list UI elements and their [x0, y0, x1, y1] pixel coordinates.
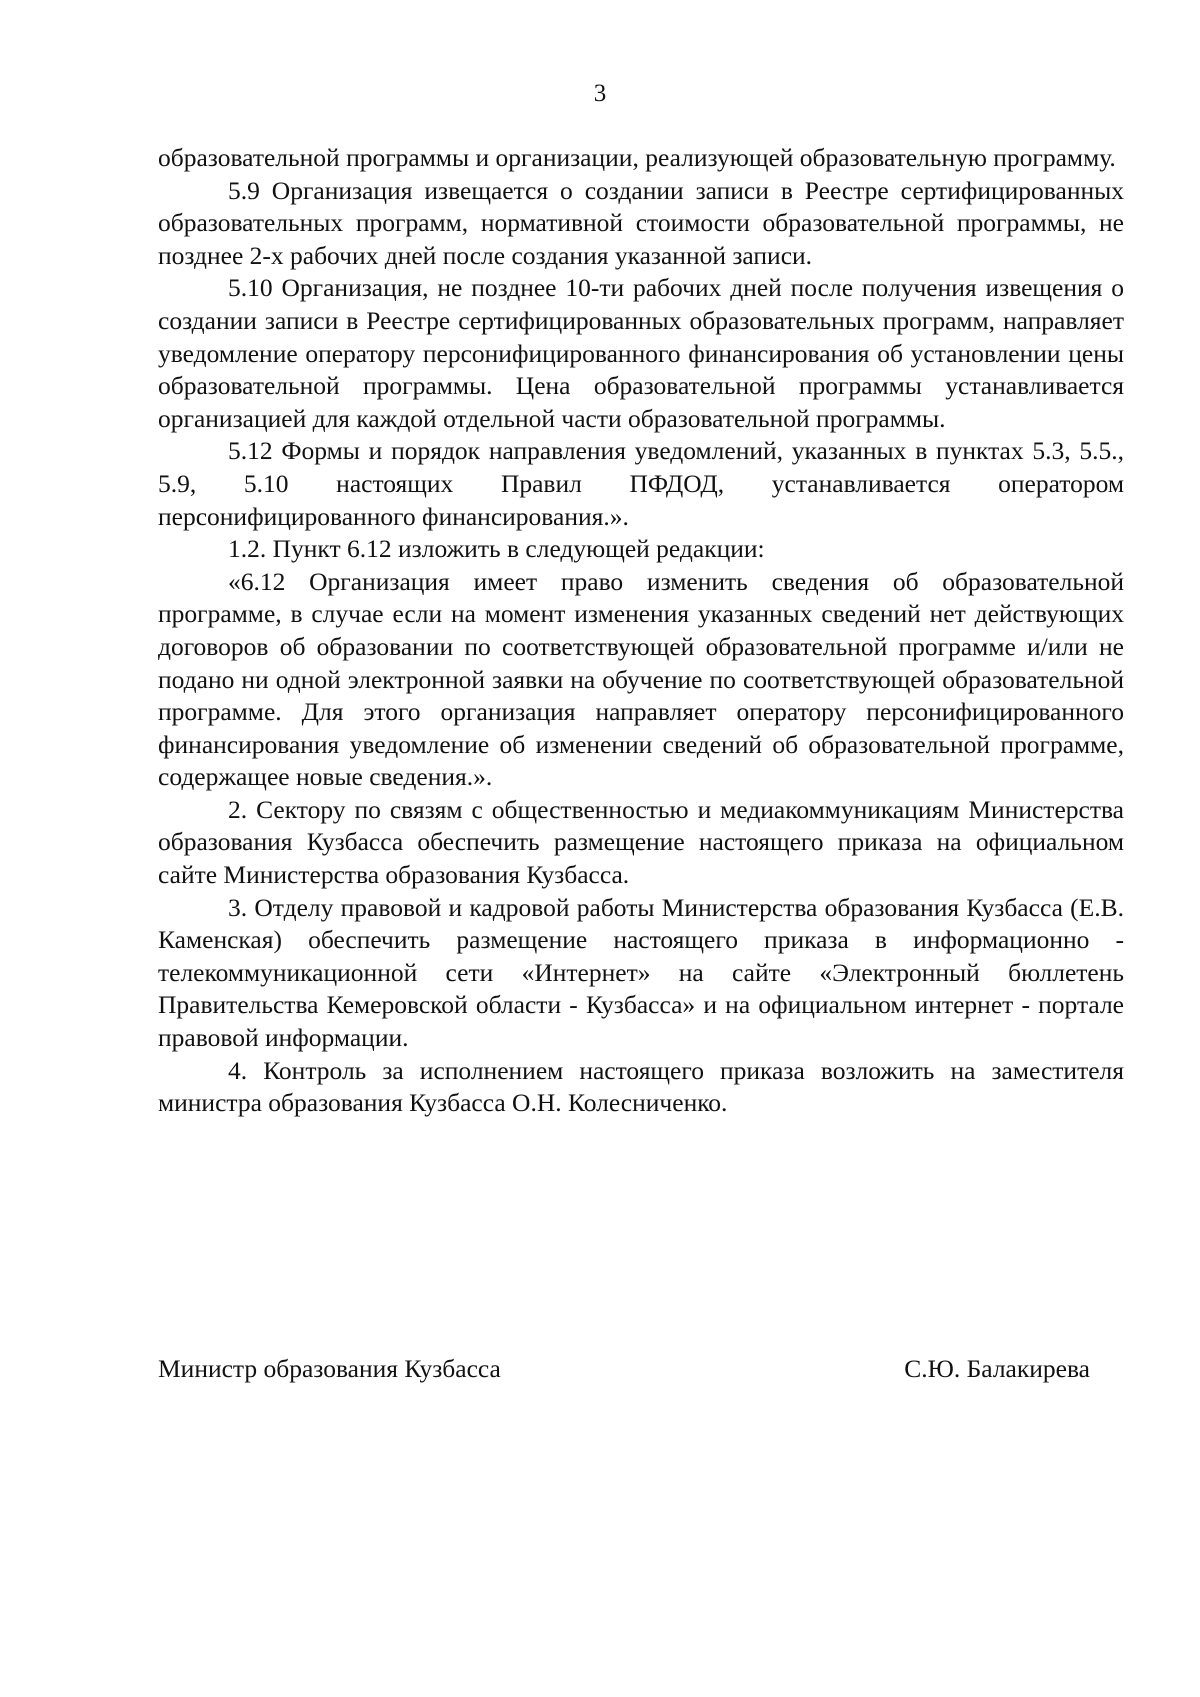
page-number: 3: [593, 80, 607, 107]
document-body: [158, 142, 1124, 1120]
paragraph-item-3: 3. Отделу правовой и кадровой работы Министерства образования Кузбасса (Е.В. Каменская) обеспечить размещение настоящего приказа в информационно - телекоммуникационной сети «Интернет» на сайте «Электронный бюллетень Правительства Кемеровской области - Кузбасса» и на официальном интернет - портале правовой информации.: [158, 892, 1124, 1053]
signature-block: [158, 1353, 1090, 1385]
paragraph-6-12: «6.12 Организация имеет право изменить сведения об образовательной программе, в случае если на момент изменения указанных сведений нет действующих договоров об образовании по соответствующей образовательной программе и/или не подано ни одной электронной заявки на обучение по соответствующей образовательной программе. Для этого организация направляет оператору персонифицированного финансирования уведомление об изменении сведений об образовательной программе, содержащее новые сведения.».: [158, 566, 1124, 792]
paragraph-continuation: образовательной программы и организации, реализующей образовательную программу.: [158, 143, 1116, 172]
signatory-name: С.Ю. Балакирева: [904, 1354, 1090, 1383]
paragraph-1-2: 1.2. Пункт 6.12 изложить в следующей редакции:: [228, 534, 765, 564]
paragraph-item-2: 2. Сектору по связям с общественностью и медиакоммуникациям Министерства образования Кузбасса обеспечить размещение настоящего приказа на официальном сайте Министерства образования Кузбасса.: [158, 794, 1124, 890]
paragraph-5-9: 5.9 Организация извещается о создании записи в Реестре сертифицированных образовательных программ, нормативной стоимости образовательной программы, не позднее 2-х рабочих дней после создания указанной записи.: [158, 175, 1124, 270]
signatory-position: Министр образования Кузбасса: [158, 1354, 501, 1383]
paragraph-5-10: 5.10 Организация, не позднее 10-ти рабочих дней после получения извещения о создании записи в Реестре сертифицированных образовательных программ, направляет уведомление оператору персонифицированного финансирования об установлении цены образовательной программы. Цена образовательной программы устанавливается организацией для каждой отдельной части образовательной программы.: [158, 273, 1124, 433]
paragraph-item-4: 4. Контроль за исполнением настоящего приказа возложить на заместителя министра образования Кузбасса О.Н. Колесниченко.: [158, 1055, 1124, 1118]
paragraph-5-12: 5.12 Формы и порядок направления уведомлений, указанных в пунктах 5.3, 5.5., 5.9, 5.10 настоящих Правил ПФДОД, устанавливается оператором персонифицированного финансирования.».: [158, 436, 1124, 531]
